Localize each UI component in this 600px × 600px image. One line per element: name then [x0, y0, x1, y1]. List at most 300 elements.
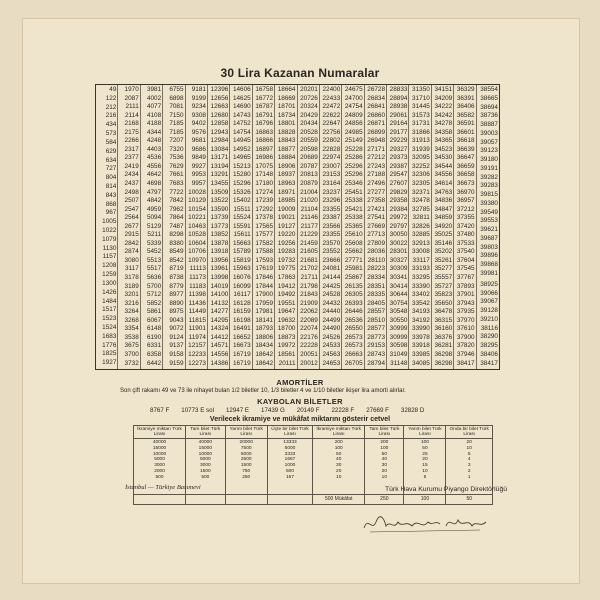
prize-value: 20 [466, 439, 472, 445]
winning-number: 11398 [188, 291, 206, 299]
winning-number: 6190 [146, 333, 162, 341]
winning-number: 14324 [210, 325, 229, 333]
winning-number: 37604 [456, 256, 475, 264]
winning-number: 36478 [434, 308, 453, 316]
winning-number: 39815 [480, 191, 498, 198]
winning-number: 12157 [188, 342, 206, 350]
winning-number: 2087 [124, 94, 139, 102]
number-column [253, 85, 275, 369]
prize-value: 15000 [152, 445, 167, 451]
winning-number: 843 [105, 191, 117, 199]
winning-number: 26446 [344, 308, 363, 316]
winning-number: 6755 [169, 86, 184, 93]
winning-number: 27713 [367, 231, 386, 239]
winning-number: 39180 [480, 156, 498, 163]
winning-number: 9681 [191, 137, 206, 145]
winning-number: 4077 [146, 103, 162, 111]
winning-number: 15611 [233, 231, 251, 239]
winning-number: 26393 [344, 299, 363, 307]
winning-number: 19283 [277, 248, 296, 256]
winning-number: 2434 [124, 171, 139, 179]
winning-number: 35261 [434, 256, 453, 264]
winning-number: 7722 [169, 188, 184, 196]
page-title: 30 Lira Kazanan Numaralar [220, 66, 380, 80]
winning-number: 14743 [232, 111, 251, 119]
winning-number: 28794 [367, 359, 386, 367]
winning-number: 25608 [344, 239, 363, 247]
winning-number: 18828 [277, 128, 296, 136]
winning-number: 26705 [344, 359, 363, 367]
winning-number: 38736 [480, 112, 498, 120]
winning-number: 23666 [322, 256, 341, 264]
winning-numbers-grid [96, 85, 499, 369]
winning-number: 29229 [389, 137, 408, 145]
prize-value: 50 [422, 445, 428, 451]
prize-value: 5 [423, 475, 427, 481]
prize-value: 5000 [154, 457, 165, 463]
winning-number: 16758 [255, 86, 274, 93]
winning-number: 4002 [146, 94, 162, 102]
winning-number: 34544 [434, 162, 453, 170]
winning-number: 804 [105, 174, 117, 182]
lost-ticket-number: 8767 F [150, 407, 170, 414]
winning-number: 13773 [210, 222, 229, 230]
winning-number: 35650 [434, 299, 453, 307]
winning-number: 32305 [412, 180, 430, 188]
prize-table-cell [313, 439, 365, 495]
winning-number: 20726 [300, 94, 318, 102]
winning-number: 5094 [146, 214, 162, 222]
winning-number: 967 [105, 209, 117, 217]
winning-number: 16791 [255, 111, 274, 119]
winning-number: 26573 [344, 342, 363, 350]
winning-number: 18642 [255, 359, 274, 367]
winning-number: 3189 [124, 282, 139, 290]
winning-number: 14277 [210, 308, 229, 316]
winning-number: 20111 [278, 359, 296, 367]
winning-number: 9953 [191, 171, 206, 179]
winning-number: 21798 [300, 282, 318, 290]
prize-value: 100 [380, 445, 389, 451]
winning-number: 4403 [146, 145, 162, 153]
prize-value: 50 [381, 451, 388, 457]
winning-number: 18806 [255, 333, 274, 341]
winning-number: 1157 [102, 253, 117, 261]
winning-number: 23007 [322, 162, 341, 170]
winning-number: 23387 [322, 214, 341, 222]
prize-value: 250 [242, 475, 251, 481]
winning-number: 5852 [146, 299, 162, 307]
winning-number: 16863 [255, 128, 274, 136]
winning-number: 29547 [389, 171, 408, 179]
winning-number: 18669 [277, 94, 296, 102]
winning-number: 1079 [102, 235, 117, 243]
winning-number: 634 [105, 156, 117, 164]
winning-number: 14945 [232, 137, 251, 145]
number-column [230, 85, 252, 369]
winning-number: 36160 [434, 325, 453, 333]
winning-number: 22802 [322, 137, 341, 145]
winning-number: 34278 [434, 120, 453, 128]
winning-number: 37545 [456, 265, 475, 273]
winning-number: 13956 [210, 256, 229, 264]
prize-value: 1500 [240, 463, 252, 469]
prize-table-footer-row [134, 495, 493, 505]
winning-number: 25286 [344, 154, 363, 162]
winning-number: 12656 [210, 94, 229, 102]
winning-number: 16772 [255, 94, 274, 102]
prize-value: 100 [420, 439, 429, 445]
winning-number: 37820 [456, 342, 475, 350]
winning-number: 6148 [146, 325, 162, 333]
winning-number: 38406 [480, 350, 498, 358]
prize-value: 500 [201, 475, 210, 481]
winning-number: 7207 [169, 137, 184, 145]
winning-number: 21909 [300, 299, 318, 307]
winning-number: 16491 [232, 325, 251, 333]
winning-number: 18801 [277, 120, 296, 128]
winning-number: 19492 [277, 291, 296, 299]
prize-value: 1 [467, 475, 471, 481]
winning-number: 19412 [277, 282, 296, 290]
printer-credit: İstanbul — Türkiye Basımevi [125, 484, 201, 491]
winning-number: 122 [105, 94, 117, 102]
winning-number: 33295 [412, 274, 430, 282]
winning-number: 24432 [322, 299, 341, 307]
prize-table-cell [267, 439, 312, 495]
winning-number: 14386 [210, 359, 229, 367]
winning-number: 27421 [367, 205, 386, 213]
winning-number: 1005 [102, 218, 117, 226]
winning-number: 573 [105, 130, 117, 138]
prize-table-footer-cell: 100 [404, 495, 446, 505]
winning-number: 25662 [344, 248, 363, 256]
winning-number: 11436 [188, 299, 206, 307]
winning-number: 6442 [146, 359, 162, 367]
winning-number: 19256 [277, 239, 296, 247]
prize-value: 2 [467, 469, 471, 475]
winning-number: 26305 [344, 291, 363, 299]
winning-number: 24526 [322, 333, 341, 341]
winning-number: 29373 [389, 154, 408, 162]
winning-number: 15819 [232, 256, 251, 264]
winning-number: 24499 [322, 316, 341, 324]
winning-number: 2111 [125, 103, 139, 111]
winning-number: 1683 [102, 332, 117, 340]
winning-number: 15591 [232, 222, 251, 230]
winning-number: 5712 [146, 291, 162, 299]
winning-number: 13455 [210, 180, 229, 188]
winning-number: 23570 [322, 239, 341, 247]
winning-number: 34222 [434, 103, 453, 111]
prize-value: 20 [422, 457, 428, 463]
winning-number: 33008 [412, 248, 430, 256]
winning-number: 24985 [344, 128, 363, 136]
winning-number: 32826 [412, 222, 430, 230]
winning-number: 23355 [322, 231, 341, 239]
winning-number: 4248 [146, 137, 162, 145]
winning-number: 814 [105, 182, 117, 190]
winning-number: 24856 [344, 120, 363, 128]
winning-number: 3264 [124, 308, 139, 316]
winning-number: 2419 [124, 162, 139, 170]
winning-number: 37212 [456, 205, 475, 213]
winning-number: 33978 [412, 333, 430, 341]
winning-number: 27277 [367, 188, 386, 196]
winning-number: 33117 [412, 256, 430, 264]
winning-number: 7185 [169, 120, 184, 128]
winning-number: 9686 [191, 145, 206, 153]
prize-table-footer-cell: 50 [446, 495, 493, 505]
winning-number: 17180 [255, 180, 274, 188]
winning-number: 29384 [389, 205, 408, 213]
number-column [409, 85, 431, 369]
winning-number: 8977 [169, 291, 184, 299]
winning-number: 27809 [367, 239, 386, 247]
winning-number: 17577 [255, 231, 274, 239]
winning-number: 9234 [191, 103, 206, 111]
winning-number: 19972 [277, 342, 296, 350]
winning-number: 2377 [124, 154, 139, 162]
winning-number: 37970 [456, 316, 475, 324]
winning-number: 38290 [480, 333, 498, 341]
winning-number: 19775 [277, 265, 296, 273]
winning-number: 33985 [412, 350, 430, 358]
winning-number: 3178 [124, 274, 139, 282]
winning-number: 22074 [300, 325, 318, 333]
winning-number: 8380 [169, 239, 184, 247]
winning-number: 24563 [322, 350, 341, 358]
winning-number: 8298 [169, 231, 184, 239]
winning-number: 4698 [146, 180, 162, 188]
winning-number: 25346 [344, 180, 363, 188]
winning-number: 26841 [367, 103, 386, 111]
winning-number: 3675 [124, 342, 139, 350]
prize-table-header: İkramiye miktarı Türk Lirası [134, 426, 186, 439]
winning-number: 34085 [412, 359, 430, 367]
winning-number: 20879 [300, 180, 318, 188]
winning-number: 20324 [300, 103, 318, 111]
winning-number: 9576 [191, 128, 206, 136]
winning-number: 37540 [456, 248, 475, 256]
winning-number: 36281 [434, 342, 453, 350]
winning-number: 34836 [434, 197, 453, 205]
winning-number: 4344 [146, 128, 162, 136]
winning-number: 10221 [188, 214, 206, 222]
winning-number: 7320 [169, 145, 184, 153]
winning-number: 36659 [456, 162, 475, 170]
winning-number: 29829 [389, 188, 408, 196]
winning-number: 22974 [322, 154, 341, 162]
prize-value: 30 [381, 463, 388, 469]
winning-number: 22756 [322, 128, 341, 136]
winning-number: 22647 [322, 120, 341, 128]
winning-number: 32811 [412, 214, 430, 222]
winning-number: 16719 [232, 359, 251, 367]
winning-number: 3354 [124, 325, 139, 333]
winning-numbers-table [95, 84, 500, 370]
winning-number: 25149 [344, 137, 363, 145]
winning-number: 727 [105, 165, 117, 173]
winning-number: 3981 [146, 86, 162, 93]
prize-value: 20000 [239, 439, 253, 445]
winning-number: 30999 [389, 333, 408, 341]
winning-number: 23355 [322, 205, 341, 213]
winning-number: 37420 [456, 222, 475, 230]
winning-number: 21711 [300, 274, 318, 282]
winning-number: 20434 [300, 120, 318, 128]
winning-number: 17846 [255, 274, 274, 282]
amortiler-heading: AMORTİLER [276, 378, 324, 387]
winning-number: 34242 [434, 111, 453, 119]
winning-number: 9072 [169, 325, 184, 333]
winning-number: 37767 [456, 274, 475, 282]
prize-value: 4 [467, 457, 471, 463]
prize-table-header: Üçte bir bilet Türk Lirası [267, 426, 312, 439]
winning-number: 1970 [124, 86, 139, 93]
winning-number: 39283 [480, 182, 498, 190]
winning-number: 22062 [300, 308, 318, 316]
winning-number: 23566 [322, 222, 341, 230]
winning-number: 20787 [300, 162, 318, 170]
winning-number: 1208 [102, 262, 117, 270]
winning-number: 39123 [480, 147, 498, 155]
winning-number: 34209 [434, 94, 453, 102]
winning-number: 19632 [277, 316, 296, 324]
winning-number: 26834 [367, 94, 386, 102]
winning-number: 17075 [255, 162, 274, 170]
winning-number: 26728 [367, 86, 386, 93]
winning-number: 4536 [146, 154, 162, 162]
winning-number: 9159 [169, 359, 184, 367]
winning-number: 31573 [412, 111, 430, 119]
winning-number: 14752 [232, 120, 251, 128]
winning-number: 216 [105, 112, 117, 120]
winning-number: 10706 [188, 248, 206, 256]
winning-number: 30548 [389, 308, 408, 316]
winning-number: 10528 [188, 231, 206, 239]
winning-number: 22400 [322, 86, 341, 93]
winning-number: 35277 [434, 265, 453, 273]
winning-number: 13194 [210, 162, 229, 170]
winning-number: 12663 [210, 103, 229, 111]
winning-number: 8890 [169, 299, 184, 307]
winning-number: 5700 [146, 282, 162, 290]
prize-value: 3000 [199, 463, 211, 469]
winning-number: 24700 [344, 94, 363, 102]
winning-number: 13522 [210, 197, 229, 205]
winning-number: 39549 [480, 208, 498, 216]
prize-value: 1000 [284, 463, 296, 469]
winning-number: 13739 [210, 214, 229, 222]
winning-number: 21020 [300, 197, 318, 205]
winning-number: 26871 [367, 120, 386, 128]
winning-number: 31913 [412, 137, 430, 145]
winning-number: 39057 [480, 138, 498, 146]
winning-number: 36298 [434, 359, 453, 367]
winning-number: 29153 [367, 342, 386, 350]
winning-number: 25981 [344, 265, 363, 273]
prize-value: 3 [467, 463, 471, 469]
director-credit: Türk Hava Kurumu Piyango Direktörlüğü [385, 486, 508, 493]
winning-number: 11173 [189, 274, 206, 282]
winning-number: 38554 [480, 86, 498, 93]
winning-number: 34847 [434, 205, 453, 213]
winning-number: 8549 [169, 248, 184, 256]
prize-value: 25 [422, 451, 428, 457]
winning-number: 7487 [169, 222, 184, 230]
signature-image [360, 508, 490, 538]
winning-number: 39067 [480, 298, 498, 306]
winning-number: 2547 [124, 205, 139, 213]
winning-number: 13852 [210, 231, 229, 239]
winning-number: 28110 [367, 256, 386, 264]
winning-number: 25228 [344, 145, 363, 153]
winning-number: 21229 [300, 231, 318, 239]
winning-number: 2677 [124, 222, 139, 230]
winning-number: 9043 [169, 316, 184, 324]
winning-number: 24653 [322, 359, 341, 367]
winning-number: 15402 [232, 197, 251, 205]
prize-value: 1667 [284, 457, 296, 463]
winning-number: 584 [105, 138, 117, 146]
number-column [141, 85, 163, 369]
winning-number: 2437 [124, 180, 139, 188]
winning-number: 12858 [210, 120, 229, 128]
winning-number: 12984 [210, 137, 229, 145]
prize-table-footer-cell [186, 495, 226, 505]
winning-number: 30598 [389, 342, 408, 350]
winning-number: 15213 [232, 162, 251, 170]
winning-number: 32478 [412, 197, 430, 205]
prize-table-header: Yarım bilet Türk Lirası [225, 426, 267, 439]
winning-number: 25421 [344, 205, 363, 213]
winning-number: 21843 [300, 291, 318, 299]
prize-value: 500 [155, 475, 164, 481]
winning-number: 31710 [412, 94, 430, 102]
winning-number: 20429 [300, 111, 318, 119]
winning-number: 7842 [169, 197, 184, 205]
winning-number: 15296 [232, 180, 251, 188]
winning-number: 34151 [434, 86, 453, 93]
winning-number: 38887 [480, 121, 498, 128]
winning-number: 25296 [344, 171, 363, 179]
winning-number: 14571 [210, 342, 229, 350]
prize-value: 13333 [283, 439, 297, 445]
winning-number: 30022 [389, 239, 408, 247]
winning-number: 29387 [389, 162, 408, 170]
winning-number: 36647 [456, 154, 475, 162]
winning-number: 11183 [189, 282, 206, 290]
lost-ticket-number: 32828 D [400, 407, 425, 414]
lost-tickets-list [150, 407, 436, 414]
winning-number: 5211 [147, 231, 162, 239]
winning-number: 33990 [412, 325, 430, 333]
winning-number: 25338 [344, 197, 363, 205]
winning-number: 1825 [102, 350, 117, 358]
winning-number: 38925 [480, 280, 498, 288]
winning-number: 35202 [434, 248, 453, 256]
winning-number: 28036 [367, 248, 386, 256]
prize-table-footer-cell [267, 495, 312, 505]
winning-number: 39380 [480, 199, 498, 207]
prize-table-header: Onda bir bilet Türk Lirası [446, 426, 493, 439]
winning-number: 13291 [210, 171, 229, 179]
winning-number: 16673 [232, 342, 251, 350]
winning-number: 25451 [344, 188, 363, 196]
winning-number: 32885 [412, 231, 430, 239]
prize-table-header: Tam bilet Türk Lirası [186, 426, 226, 439]
